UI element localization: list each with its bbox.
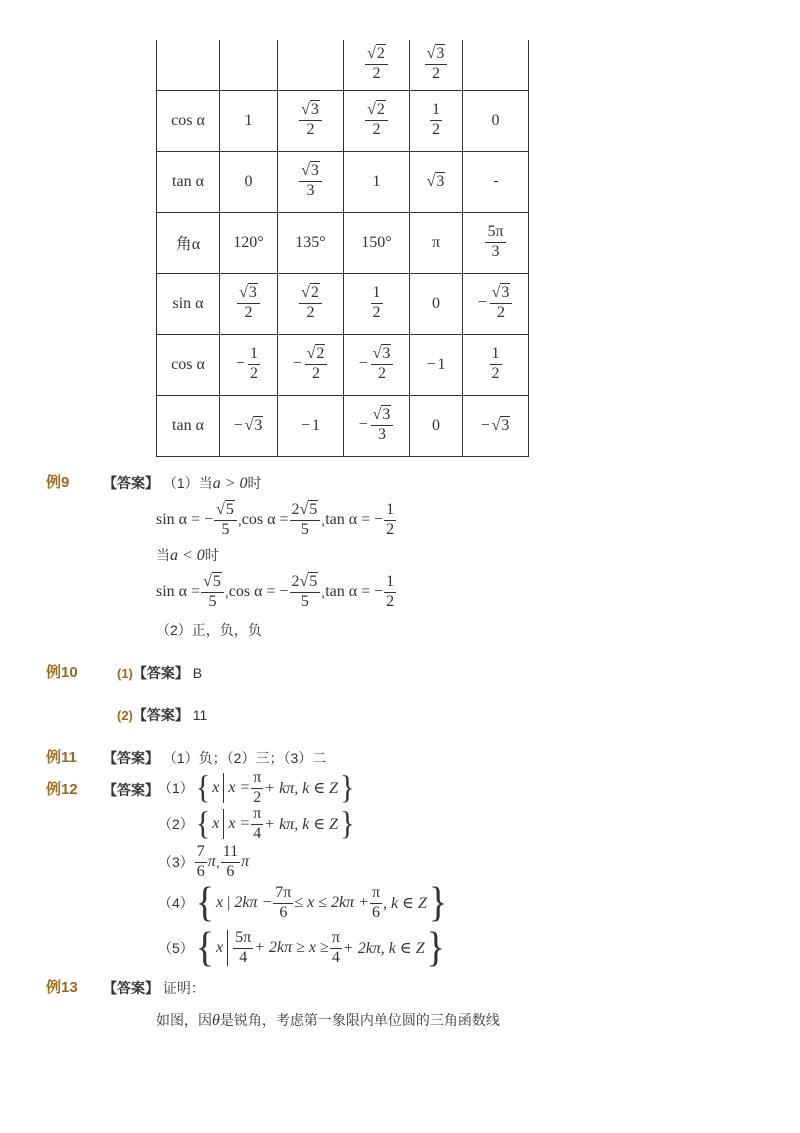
fraction-1 (233, 930, 253, 967)
example-9-answer-line (103, 473, 261, 493)
ex12-answer-tag (103, 780, 159, 800)
set-eq: x = (228, 815, 251, 832)
set-rest: + kπ, k ∈ Z (264, 780, 339, 797)
pi-symbol: π (241, 853, 250, 870)
row-label: tan α (157, 395, 220, 456)
part1-suffix: 时 (247, 475, 262, 491)
ex10-part1 (117, 663, 202, 683)
table-cell: √3 (410, 151, 463, 212)
part1-condition: a > 0 (212, 475, 248, 492)
table-cell: − √3 (463, 395, 529, 456)
sin-lhs: sin α = − (156, 511, 214, 528)
table-cell: $\frac{1}{2}$ (463, 334, 529, 395)
theta-symbol: θ (212, 1012, 220, 1029)
denominator: 2 (253, 788, 262, 806)
cos-fraction: $\frac{2√5}{5}$ (290, 574, 321, 611)
table-cell: $\frac{5\pi}{3}$ (463, 212, 529, 273)
ex13-answer (103, 978, 205, 998)
set-var: x (212, 815, 220, 832)
denominator: 4 (331, 948, 340, 966)
numerator: π (330, 930, 342, 949)
tan-lhs: tan α = − (325, 583, 384, 600)
separator: , (215, 854, 220, 870)
table-cell: $\frac{√3}{2}$ (410, 40, 463, 90)
set-mid2: ≤ x ≤ 2kπ + (294, 894, 369, 911)
set-mid1: 2kπ − (234, 894, 273, 911)
answer-tag: 【答案】 (132, 707, 189, 723)
table-row (157, 334, 529, 395)
answer-text: （1）负；（2）三；（3）二 (162, 750, 327, 766)
row-label: sin α (157, 273, 220, 334)
answer-tag: 【答案】 (103, 980, 159, 996)
table-cell: $\frac{√2}{2}$ (344, 40, 410, 90)
row-label: cos α (157, 90, 220, 151)
numerator: π (251, 806, 263, 825)
part-tag: （5） (158, 940, 194, 956)
table-cell (220, 40, 278, 90)
ex12-part5: （5） { x $\frac{5\pi}{4}$ + 2kπ ≥ x ≥ $\frac{\pi}{4}$ + 2kπ, k ∈ Z } (158, 924, 445, 972)
table-row (157, 90, 529, 151)
table-cell (463, 40, 529, 90)
ex13-line2 (156, 1010, 500, 1030)
answer-tag: 【答案】 (103, 750, 159, 766)
cond2-prefix: 当 (156, 547, 170, 563)
row-label (157, 40, 220, 90)
row-label: cos α (157, 334, 220, 395)
table-row (157, 151, 529, 212)
answer-value: B (192, 665, 203, 681)
example-10-label: 例10 (46, 664, 78, 681)
answer-value: 11 (192, 707, 208, 723)
line2-post: 是锐角，考虑第一象限内单位圆的三角函数线 (219, 1012, 500, 1028)
table-cell: $\frac{√3}{2}$ (220, 273, 278, 334)
numerator: π (370, 885, 382, 904)
table-row (157, 40, 529, 90)
ex9-condition2 (156, 545, 219, 565)
ex9-formula-line1 (156, 500, 397, 540)
row-label: tan α (157, 151, 220, 212)
set-var: x (216, 894, 224, 911)
separator: , (237, 512, 242, 528)
table-cell (278, 40, 344, 90)
separator: , (321, 584, 326, 600)
sin-fraction: $\frac{√5}{5}$ (201, 574, 224, 611)
table-cell: $\frac{1}{2}$ (410, 90, 463, 151)
example-9-label: 例9 (46, 474, 70, 491)
tan-numerator: 1 (384, 502, 396, 521)
table-cell: − 1 (410, 334, 463, 395)
table-cell: − $\frac{1}{2}$ (220, 334, 278, 395)
sin-fraction: $\frac{√5}{5}$ (214, 502, 237, 539)
table-cell: 0 (410, 395, 463, 456)
set-rest: + 2kπ, k ∈ Z (342, 940, 425, 957)
numerator: 5π (233, 930, 253, 949)
part-tag: (2) (117, 708, 133, 723)
cos-denominator: 5 (300, 592, 309, 610)
cos-denominator: 5 (300, 520, 309, 538)
cos-numerator: 5 (309, 572, 318, 590)
denominator: 4 (253, 824, 262, 842)
cos-fraction: $\frac{2√5}{5}$ (290, 502, 321, 539)
table-cell (463, 151, 529, 212)
trig-values-table (156, 40, 529, 457)
sin-denominator: 5 (208, 592, 217, 610)
sin-denominator: 5 (221, 520, 230, 538)
ex12-part2: （2） { x x = $\frac{\pi}{4}$ + kπ, k ∈ Z } (158, 804, 355, 842)
table-cell: − √3 (220, 395, 278, 456)
part-tag: (1) (117, 666, 133, 681)
fraction (251, 770, 263, 807)
part1-intro: （1）当 (162, 475, 213, 491)
fraction-b (221, 844, 240, 881)
table-cell: 0 (463, 90, 529, 151)
part-tag: （4） (158, 895, 194, 911)
ex9-formula-line2 (156, 572, 397, 612)
answer-tag: 【答案】 (132, 665, 189, 681)
cos-coef: 2 (291, 500, 300, 518)
table-cell: 120° (220, 212, 278, 273)
pi-symbol: π (207, 853, 216, 870)
cos-lhs: cos α = (241, 511, 289, 528)
table-cell: $\frac{√3}{3}$ (278, 151, 344, 212)
table-cell: − $\frac{√3}{2}$ (344, 334, 410, 395)
tan-fraction (384, 502, 396, 539)
tan-denominator: 2 (386, 592, 395, 610)
set-eq: x = (228, 779, 251, 796)
table-cell: $\frac{1}{2}$ (344, 273, 410, 334)
ex9-part2: （2）正，负，负 (156, 622, 262, 638)
table-row (157, 395, 529, 456)
cos-numerator: 5 (309, 500, 318, 518)
table-row (157, 212, 529, 273)
line2-pre: 如图，因 (156, 1012, 212, 1028)
denominator: 6 (279, 903, 288, 921)
ex12-part1: （1） { x x = $\frac{\pi}{2}$ + kπ, k ∈ Z } (158, 768, 355, 806)
cos-coef: 2 (291, 572, 300, 590)
answer-tag: 【答案】 (103, 782, 159, 798)
fraction (251, 806, 263, 843)
part-tag: （3） (158, 854, 194, 870)
numerator: 7 (195, 844, 207, 863)
set-var: x (216, 939, 224, 956)
tan-fraction (384, 574, 396, 611)
table-cell: − $\frac{√3}{3}$ (344, 395, 410, 456)
denominator: 6 (226, 862, 235, 880)
table-row (157, 273, 529, 334)
table-cell: 1 (344, 151, 410, 212)
separator: , (224, 584, 229, 600)
sin-numerator: 5 (212, 572, 221, 590)
denominator: 6 (371, 903, 380, 921)
ex12-part4: （4） { x | 2kπ − $\frac{7\pi}{6}$ ≤ x ≤ 2kπ + $\frac{\pi}{6}$ , k ∈ Z } (158, 879, 448, 927)
set-rest: + kπ, k ∈ Z (264, 816, 339, 833)
denominator: 4 (239, 948, 248, 966)
answer-tag: 【答案】 (103, 475, 159, 491)
example-12-label: 例12 (46, 781, 78, 798)
fraction-a (195, 844, 207, 881)
set-mid: + 2kπ ≥ x ≥ (254, 939, 329, 956)
part-tag: （2） (158, 816, 194, 832)
example-11-label: 例11 (46, 749, 77, 766)
answer-text: 证明： (162, 980, 205, 996)
sin-numerator: 5 (225, 500, 234, 518)
table-cell: − $\frac{√2}{2}$ (278, 334, 344, 395)
numerator: π (251, 770, 263, 789)
tan-lhs: tan α = − (325, 511, 384, 528)
denominator: 6 (196, 862, 205, 880)
table-cell: − $\frac{√3}{2}$ (463, 273, 529, 334)
example-13-label: 例13 (46, 979, 78, 996)
ex11-answer (103, 748, 326, 768)
table-cell: π (410, 212, 463, 273)
fraction-2 (370, 885, 382, 922)
table-cell: − 1 (278, 395, 344, 456)
cond2-value: a < 0 (170, 547, 205, 564)
separator: , (321, 512, 326, 528)
numerator: 7π (273, 885, 293, 904)
table-cell: 1 (220, 90, 278, 151)
tan-numerator: 1 (384, 574, 396, 593)
cos-lhs: cos α = − (228, 583, 289, 600)
sin-lhs: sin α = (156, 583, 201, 600)
table-cell: 135° (278, 212, 344, 273)
table-cell: 150° (344, 212, 410, 273)
fraction-1 (273, 885, 293, 922)
set-var: x (212, 779, 220, 796)
ex10-part2 (117, 705, 207, 725)
set-rest: , k ∈ Z (383, 895, 427, 912)
ex12-part3 (158, 843, 249, 881)
table-cell: 0 (220, 151, 278, 212)
tan-denominator: 2 (386, 520, 395, 538)
row-label: 角α (157, 212, 220, 273)
part-tag: （1） (158, 780, 194, 796)
fraction-2 (330, 930, 342, 967)
table-cell: $\frac{√2}{2}$ (344, 90, 410, 151)
numerator: 11 (221, 844, 240, 863)
table-cell: 0 (410, 273, 463, 334)
table-cell: $\frac{√3}{2}$ (278, 90, 344, 151)
table-cell: $\frac{√2}{2}$ (278, 273, 344, 334)
cond2-suffix: 时 (204, 547, 219, 563)
